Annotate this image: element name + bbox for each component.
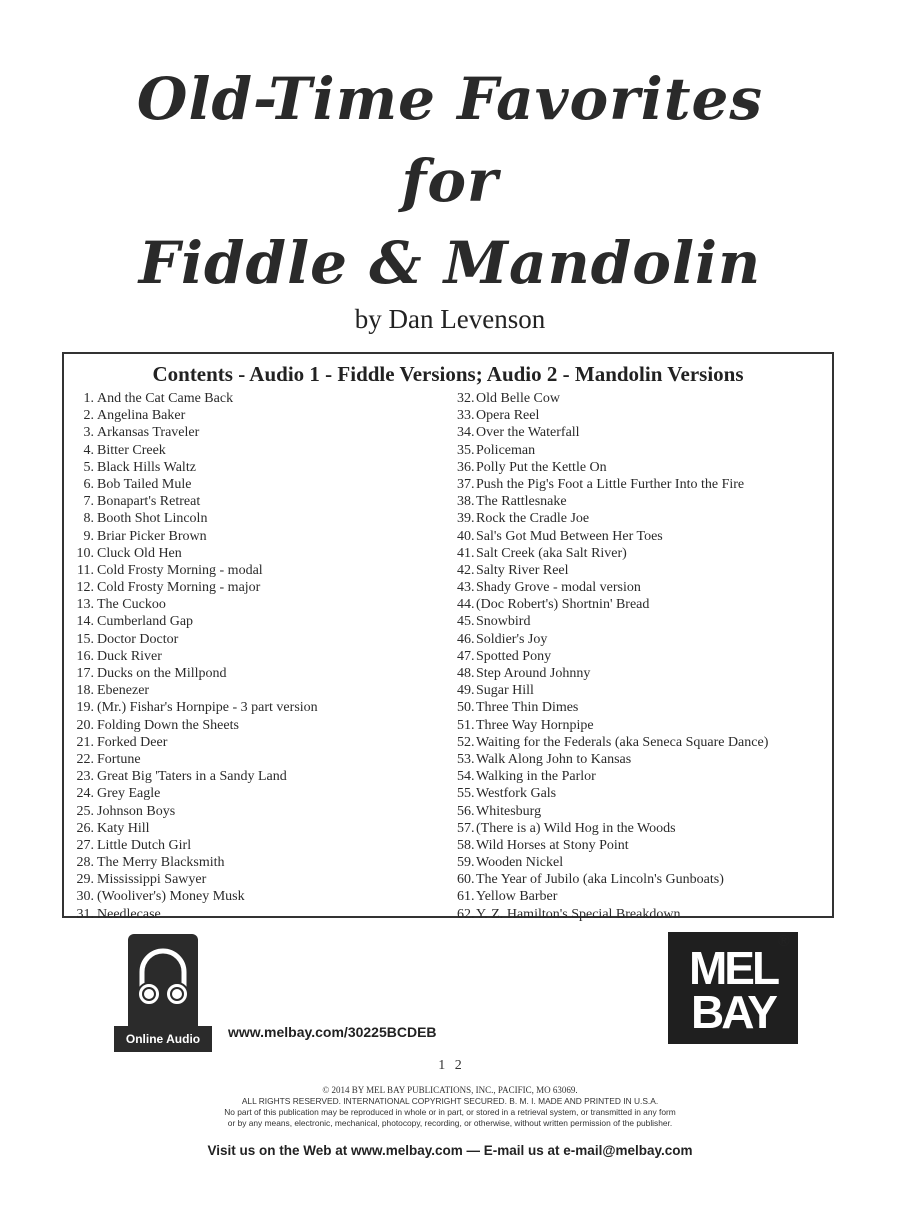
contents-item-number: 43. — [457, 580, 475, 596]
online-audio-label: Online Audio — [114, 1026, 212, 1052]
contents-item-number: 62. — [457, 906, 475, 922]
contents-item-title: Wild Horses at Stony Point — [476, 837, 629, 853]
contents-item-title: Three Thin Dimes — [476, 700, 579, 716]
contents-item — [74, 407, 434, 424]
contents-item — [457, 717, 832, 734]
contents-item — [457, 906, 832, 923]
contents-item-number: 37. — [457, 476, 475, 492]
contents-item-number: 18. — [76, 683, 94, 699]
contents-item — [74, 510, 434, 527]
contents-item-title: Cold Frosty Morning - major — [97, 580, 261, 596]
contents-item — [457, 699, 832, 716]
headphones-icon — [114, 930, 212, 1026]
contents-item — [457, 613, 832, 630]
contents-heading: Contents - Audio 1 - Fiddle Versions; Audio 2 - Mandolin Versions — [152, 362, 744, 386]
contents-item-title: The Cuckoo — [97, 597, 166, 613]
contents-item-title: Push the Pig's Foot a Little Further Into the Fire — [476, 476, 745, 492]
contents-item-number: 24. — [76, 786, 94, 802]
contents-item — [457, 562, 832, 579]
registered-mark: ® — [778, 933, 790, 950]
contents-item-title: Spotted Pony — [476, 648, 552, 664]
online-audio-logo[interactable] — [114, 930, 212, 1052]
contents-item-title: Briar Picker Brown — [97, 528, 207, 544]
contents-item-title: Arkansas Traveler — [97, 425, 200, 441]
contents-item-number: 57. — [457, 820, 475, 836]
contents-item-number: 50. — [457, 700, 475, 716]
contents-item — [74, 596, 434, 613]
contents-item — [74, 648, 434, 665]
contents-item — [457, 785, 832, 802]
contents-item-title: Westfork Gals — [476, 786, 557, 802]
contents-item — [74, 906, 434, 923]
contents-item-title: (Doc Robert's) Shortnin' Bread — [476, 597, 650, 613]
contents-item — [74, 682, 434, 699]
contents-item-number: 22. — [76, 751, 94, 767]
contents-item-number: 31. — [76, 906, 94, 922]
contents-item-number: 23. — [76, 769, 94, 785]
contents-item-number: 3. — [83, 425, 94, 441]
contents-item-number: 44. — [457, 597, 475, 613]
contents-item — [74, 424, 434, 441]
contents-box — [62, 352, 834, 922]
contents-item-title: Katy Hill — [97, 820, 150, 836]
contents-item-number: 15. — [76, 631, 94, 647]
contents-item-title: Ducks on the Millpond — [97, 666, 227, 681]
contents-item-title: Bitter Creek — [97, 442, 166, 458]
contents-item-number: 49. — [457, 683, 475, 699]
contents-item — [457, 579, 832, 596]
contents-item-title: And the Cat Came Back — [97, 391, 234, 406]
contents-item-number: 47. — [457, 648, 475, 664]
contents-item-title: Doctor Doctor — [97, 631, 179, 647]
contents-item-number: 58. — [457, 837, 475, 853]
contents-item-number: 53. — [457, 751, 475, 767]
contents-item-title: Yellow Barber — [476, 889, 558, 905]
contents-item-title: Over the Waterfall — [476, 425, 580, 441]
contents-item — [74, 579, 434, 596]
contents-item-title: Mississippi Sawyer — [97, 872, 207, 888]
contents-item-number: 48. — [457, 666, 475, 681]
contents-item — [457, 459, 832, 476]
book-title-line-2: for — [401, 147, 499, 215]
contents-item-title: The Rattlesnake — [476, 494, 567, 510]
contents-item-number: 6. — [83, 476, 94, 492]
contents-item-title: The Year of Jubilo (aka Lincoln's Gunboats) — [476, 872, 724, 888]
contents-item — [457, 528, 832, 545]
contents-item-number: 40. — [457, 528, 475, 544]
contents-item-number: 20. — [76, 717, 94, 733]
contents-item — [74, 734, 434, 751]
contents-item-title: Little Dutch Girl — [97, 837, 192, 853]
reproduction-notice-1: No part of this publication may be reproduced in whole or in part, or stored in a retrieval system, or transmitted in any form — [224, 1107, 676, 1117]
footer-contact: Visit us on the Web at www.melbay.com — E-mail us at e-mail@melbay.com — [207, 1143, 693, 1158]
contents-item-title: Angelina Baker — [97, 408, 186, 424]
contents-item-number: 34. — [457, 425, 475, 441]
contents-item — [457, 424, 832, 441]
contents-item-title: Black Hills Waltz — [97, 459, 196, 475]
contents-item-title: Polly Put the Kettle On — [476, 459, 607, 475]
contents-item-title: Walk Along John to Kansas — [476, 751, 632, 767]
contents-item — [457, 803, 832, 820]
contents-item — [457, 768, 832, 785]
contents-item — [457, 407, 832, 424]
contents-item-title: Y. Z. Hamilton's Special Breakdown — [476, 906, 681, 922]
contents-item — [457, 442, 832, 459]
contents-item-number: 33. — [457, 408, 475, 424]
contents-item — [74, 717, 434, 734]
contents-item-title: (Mr.) Fishar's Hornpipe - 3 part version — [97, 700, 318, 716]
contents-item-title: Grey Eagle — [97, 786, 161, 802]
contents-item-title: Booth Shot Lincoln — [97, 511, 208, 527]
contents-item-number: 5. — [83, 459, 94, 475]
contents-item — [74, 442, 434, 459]
contents-item-title: Salt Creek (aka Salt River) — [476, 545, 627, 561]
contents-item-number: 46. — [457, 631, 475, 647]
contents-item — [457, 390, 832, 407]
contents-item — [74, 476, 434, 493]
contents-item-number: 7. — [83, 494, 94, 510]
contents-item-number: 51. — [457, 717, 475, 733]
contents-item — [74, 631, 434, 648]
contents-item-title: Ebenezer — [97, 683, 150, 699]
contents-item — [74, 528, 434, 545]
contents-item-title: Needlecase — [97, 906, 161, 922]
contents-item-number: 13. — [76, 597, 94, 613]
rights-line: ALL RIGHTS RESERVED. INTERNATIONAL COPYRIGHT SECURED. B. M. I. MADE AND PRINTED IN U.S.A. — [241, 1096, 659, 1106]
contents-item — [74, 854, 434, 871]
contents-item-number: 27. — [76, 837, 94, 853]
contents-item — [74, 751, 434, 768]
contents-item — [74, 665, 434, 682]
contents-item — [74, 390, 434, 407]
contents-item-title: Johnson Boys — [97, 803, 176, 819]
contents-item-title: Cold Frosty Morning - modal — [97, 562, 263, 578]
contents-item — [74, 837, 434, 854]
contents-item-title: (Wooliver's) Money Musk — [97, 889, 245, 905]
contents-item-title: Step Around Johnny — [476, 666, 591, 681]
contents-item — [74, 545, 434, 562]
contents-item-title: Rock the Cradle Joe — [476, 511, 590, 527]
contents-item — [74, 768, 434, 785]
contents-item-number: 60. — [457, 872, 475, 888]
contents-item-number: 4. — [83, 442, 94, 458]
contents-item-number: 56. — [457, 803, 475, 819]
contents-item-number: 16. — [76, 648, 94, 664]
contents-item-number: 25. — [76, 803, 94, 819]
contents-item-number: 30. — [76, 889, 94, 905]
contents-item — [457, 854, 832, 871]
contents-item-number: 38. — [457, 494, 475, 510]
reproduction-notice-2: or by any means, electronic, mechanical, photocopy, recording, or otherwise, without written permission of the publisher. — [227, 1118, 673, 1128]
author-byline: by Dan Levenson — [354, 304, 546, 334]
contents-item-title: Sugar Hill — [476, 683, 534, 699]
contents-item-title: Fortune — [97, 751, 141, 767]
contents-item-number: 26. — [76, 820, 94, 836]
contents-item — [457, 493, 832, 510]
contents-item-number: 17. — [76, 666, 94, 681]
mel-bay-logo-line-1: MEL — [688, 942, 778, 994]
contents-item-title: Whitesburg — [476, 803, 542, 819]
contents-item-title: Opera Reel — [476, 408, 540, 424]
contents-item — [457, 631, 832, 648]
contents-item-number: 36. — [457, 459, 475, 475]
contents-item-title: Duck River — [97, 648, 162, 664]
contents-item — [457, 545, 832, 562]
contents-item-number: 9. — [83, 528, 94, 544]
contents-column-left — [74, 390, 434, 923]
contents-item-number: 39. — [457, 511, 475, 527]
contents-item-title: Great Big 'Taters in a Sandy Land — [97, 769, 287, 785]
copyright-line: © 2014 BY MEL BAY PUBLICATIONS, INC., PACIFIC, MO 63069. — [322, 1085, 578, 1095]
contents-item — [457, 734, 832, 751]
contents-item-title: Forked Deer — [97, 734, 168, 750]
contents-item-title: Shady Grove - modal version — [476, 580, 641, 596]
contents-item-title: Wooden Nickel — [476, 855, 564, 871]
contents-item-title: The Merry Blacksmith — [97, 855, 225, 871]
contents-item — [457, 476, 832, 493]
contents-item-title: Policeman — [476, 442, 536, 458]
contents-item — [457, 888, 832, 905]
contents-item-title: Cumberland Gap — [97, 614, 194, 630]
contents-item-number: 14. — [76, 614, 94, 630]
contents-item-number: 28. — [76, 855, 94, 871]
contents-item — [74, 699, 434, 716]
contents-item — [457, 596, 832, 613]
contents-item — [74, 888, 434, 905]
contents-item — [457, 510, 832, 527]
contents-item-title: Sal's Got Mud Between Her Toes — [476, 528, 663, 544]
contents-item-number: 2. — [83, 408, 94, 424]
contents-item-title: Three Way Hornpipe — [476, 717, 594, 733]
contents-item-title: Snowbird — [476, 614, 531, 630]
contents-item-title: Walking in the Parlor — [476, 769, 596, 785]
contents-column-right — [457, 390, 832, 923]
contents-item-number: 55. — [457, 786, 475, 802]
contents-item-number: 1. — [83, 391, 94, 406]
contents-item — [74, 493, 434, 510]
contents-item-number: 29. — [76, 872, 94, 888]
contents-item — [457, 837, 832, 854]
mel-bay-logo-line-2: BAY — [691, 986, 775, 1038]
contents-item-title: Cluck Old Hen — [97, 545, 182, 561]
contents-item-number: 45. — [457, 614, 475, 630]
contents-item-title: (There is a) Wild Hog in the Woods — [476, 820, 676, 836]
contents-item-number: 19. — [76, 700, 94, 716]
contents-item — [74, 562, 434, 579]
contents-item — [74, 820, 434, 837]
contents-item-number: 35. — [457, 442, 475, 458]
contents-item — [74, 871, 434, 888]
book-title-line-3: Fiddle & Mandolin — [138, 229, 762, 297]
contents-item — [74, 459, 434, 476]
contents-item-title: Waiting for the Federals (aka Seneca Square Dance) — [476, 734, 769, 750]
contents-item — [457, 751, 832, 768]
contents-item-title: Bonapart's Retreat — [97, 494, 201, 510]
contents-item-number: 59. — [457, 855, 475, 871]
contents-item-number: 42. — [457, 562, 475, 578]
contents-item — [457, 682, 832, 699]
contents-item-title: Bob Tailed Mule — [97, 476, 192, 492]
contents-item-number: 10. — [76, 545, 94, 561]
contents-item — [457, 648, 832, 665]
contents-item-number: 8. — [83, 511, 94, 527]
contents-item-number: 12. — [76, 580, 94, 596]
audio-url-link[interactable]: www.melbay.com/30225BCDEB — [228, 1024, 437, 1040]
contents-item-title: Folding Down the Sheets — [97, 717, 239, 733]
page-numbers: 1 2 — [438, 1058, 462, 1073]
contents-item — [74, 785, 434, 802]
contents-item-number: 54. — [457, 769, 475, 785]
book-title-line-1: Old-Time Favorites — [136, 65, 764, 133]
contents-item-title: Old Belle Cow — [476, 391, 560, 406]
contents-item-number: 32. — [457, 391, 475, 406]
contents-item-title: Soldier's Joy — [476, 631, 548, 647]
contents-item — [74, 613, 434, 630]
contents-item-number: 21. — [76, 734, 94, 750]
contents-item-number: 41. — [457, 545, 475, 561]
contents-item-number: 11. — [77, 562, 94, 578]
contents-item-number: 52. — [457, 734, 475, 750]
contents-item-title: Salty River Reel — [476, 562, 569, 578]
contents-item — [457, 665, 832, 682]
contents-item — [457, 820, 832, 837]
contents-item-number: 61. — [457, 889, 475, 905]
contents-item — [74, 803, 434, 820]
contents-item — [457, 871, 832, 888]
